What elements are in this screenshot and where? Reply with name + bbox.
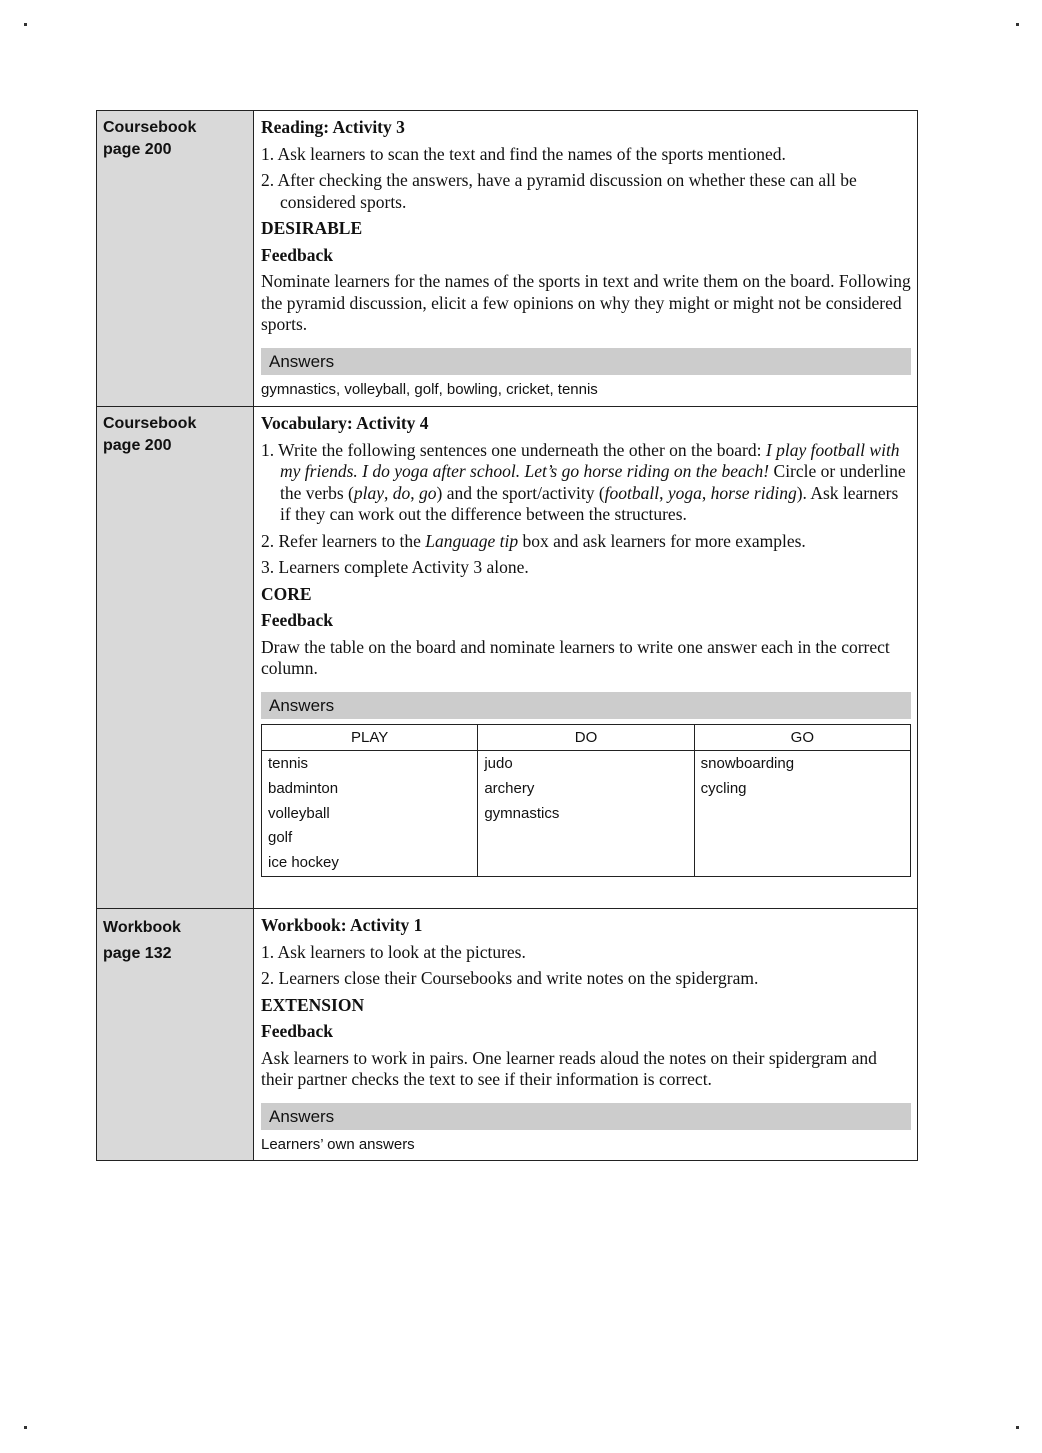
answers-heading: Answers	[261, 1103, 911, 1130]
difficulty-level: CORE	[261, 583, 312, 604]
table-row	[262, 826, 911, 851]
activity-title: Reading: Activity 3	[261, 117, 405, 137]
lesson-row-vocabulary	[97, 407, 917, 909]
table-cell: tennis	[262, 751, 478, 777]
example-sentences: I play football with my friends. I do yoga after school. Let’s go horse riding on the beach!	[280, 439, 900, 481]
language-tip-reference: Language tip	[425, 530, 519, 551]
feedback-text: Nominate learners for the names of the sports in text and write them on the board. Following the pyramid discussion, elicit a few opinions on why they might or might not be considered sports.	[261, 271, 911, 334]
activity-cell	[254, 909, 917, 1160]
verb-example: play	[353, 482, 385, 503]
activity-cell	[254, 111, 917, 406]
activity-title: Vocabulary: Activity 4	[261, 413, 429, 433]
lesson-row-reading	[97, 111, 917, 407]
activity-example: football	[604, 482, 660, 503]
activity-step	[261, 531, 911, 553]
step-text: box and ask learners for more examples.	[518, 530, 806, 551]
answers-heading: Answers	[261, 692, 911, 719]
table-cell: gymnastics	[478, 802, 694, 827]
table-cell: volleyball	[262, 802, 478, 827]
step-text: Circle or underline the verbs (	[280, 461, 906, 503]
table-row	[262, 802, 911, 827]
table-cell	[694, 826, 910, 851]
step-text: ,	[701, 482, 711, 503]
crop-mark-bottom-right	[1016, 1426, 1019, 1429]
column-header-do: DO	[478, 724, 694, 751]
table-cell: golf	[262, 826, 478, 851]
difficulty-level: EXTENSION	[261, 994, 365, 1015]
crop-mark-top-right	[1016, 23, 1019, 26]
step-text: ) and the sport/activity (	[436, 482, 605, 503]
lesson-row-workbook	[97, 909, 917, 1160]
step-text: 1. Write the following sentences one underneath the other on the board:	[261, 439, 766, 460]
activity-step: 2. After checking the answers, have a pyramid discussion on whether these can all be considered sports.	[261, 170, 857, 212]
lesson-plan-table	[96, 110, 918, 1161]
feedback-text: Draw the table on the board and nominate learners to write one answer each in the correct column.	[261, 636, 890, 678]
answers-heading: Answers	[261, 348, 911, 375]
reference-book: Coursebook	[103, 415, 197, 432]
reference-page: page 200	[103, 141, 172, 158]
crop-mark-top-left	[24, 23, 27, 26]
activity-step: 2. Learners close their Coursebooks and write notes on the spidergram.	[261, 968, 759, 988]
table-cell: ice hockey	[262, 851, 478, 876]
table-row	[262, 751, 911, 777]
column-header-play: PLAY	[262, 724, 478, 751]
activity-example: yoga	[667, 482, 702, 503]
reference-book: Workbook	[103, 919, 181, 936]
step-text: ,	[659, 482, 668, 503]
activity-example: horse riding	[710, 482, 797, 503]
feedback-heading: Feedback	[261, 610, 333, 630]
table-cell	[694, 851, 910, 876]
step-text: 2. Refer learners to the	[261, 530, 426, 551]
table-cell: snowboarding	[694, 751, 910, 777]
feedback-heading: Feedback	[261, 244, 333, 265]
feedback-text: Ask learners to work in pairs. One learner reads aloud the notes on their spidergram and their partner checks the text to see if their information is correct.	[261, 1047, 877, 1089]
activity-step	[261, 440, 911, 526]
answers-table	[261, 724, 911, 877]
table-row	[262, 777, 911, 802]
step-text: ,	[384, 482, 393, 503]
difficulty-level: DESIRABLE	[261, 218, 363, 238]
verb-example: do	[392, 482, 411, 503]
table-cell	[478, 826, 694, 851]
table-cell	[694, 802, 910, 827]
table-cell: badminton	[262, 777, 478, 802]
reference-cell	[97, 111, 254, 406]
table-cell	[478, 851, 694, 876]
crop-mark-bottom-left	[24, 1426, 27, 1429]
reference-page: page 132	[103, 945, 172, 962]
step-text: ). Ask learners if they can work out the difference between the structures.	[280, 482, 899, 524]
verb-example: go	[419, 482, 437, 503]
activity-step: 3. Learners complete Activity 3 alone.	[261, 557, 529, 577]
reference-cell	[97, 407, 254, 908]
answers-text: gymnastics, volleyball, golf, bowling, cricket, tennis	[261, 380, 598, 398]
reference-book: Coursebook	[103, 119, 197, 136]
activity-title: Workbook: Activity 1	[261, 915, 423, 935]
table-cell: judo	[478, 751, 694, 777]
answers-text: Learners’ own answers	[261, 1135, 415, 1153]
reference-cell	[97, 909, 254, 1160]
activity-cell	[254, 407, 917, 908]
step-text: ,	[410, 482, 420, 503]
reference-page: page 200	[103, 437, 172, 454]
activity-step: 1. Ask learners to scan the text and find the names of the sports mentioned.	[261, 143, 786, 164]
table-row	[262, 851, 911, 876]
column-header-go: GO	[694, 724, 910, 751]
activity-step: 1. Ask learners to look at the pictures.	[261, 941, 526, 962]
table-cell: cycling	[694, 777, 910, 802]
feedback-heading: Feedback	[261, 1021, 333, 1041]
table-cell: archery	[478, 777, 694, 802]
